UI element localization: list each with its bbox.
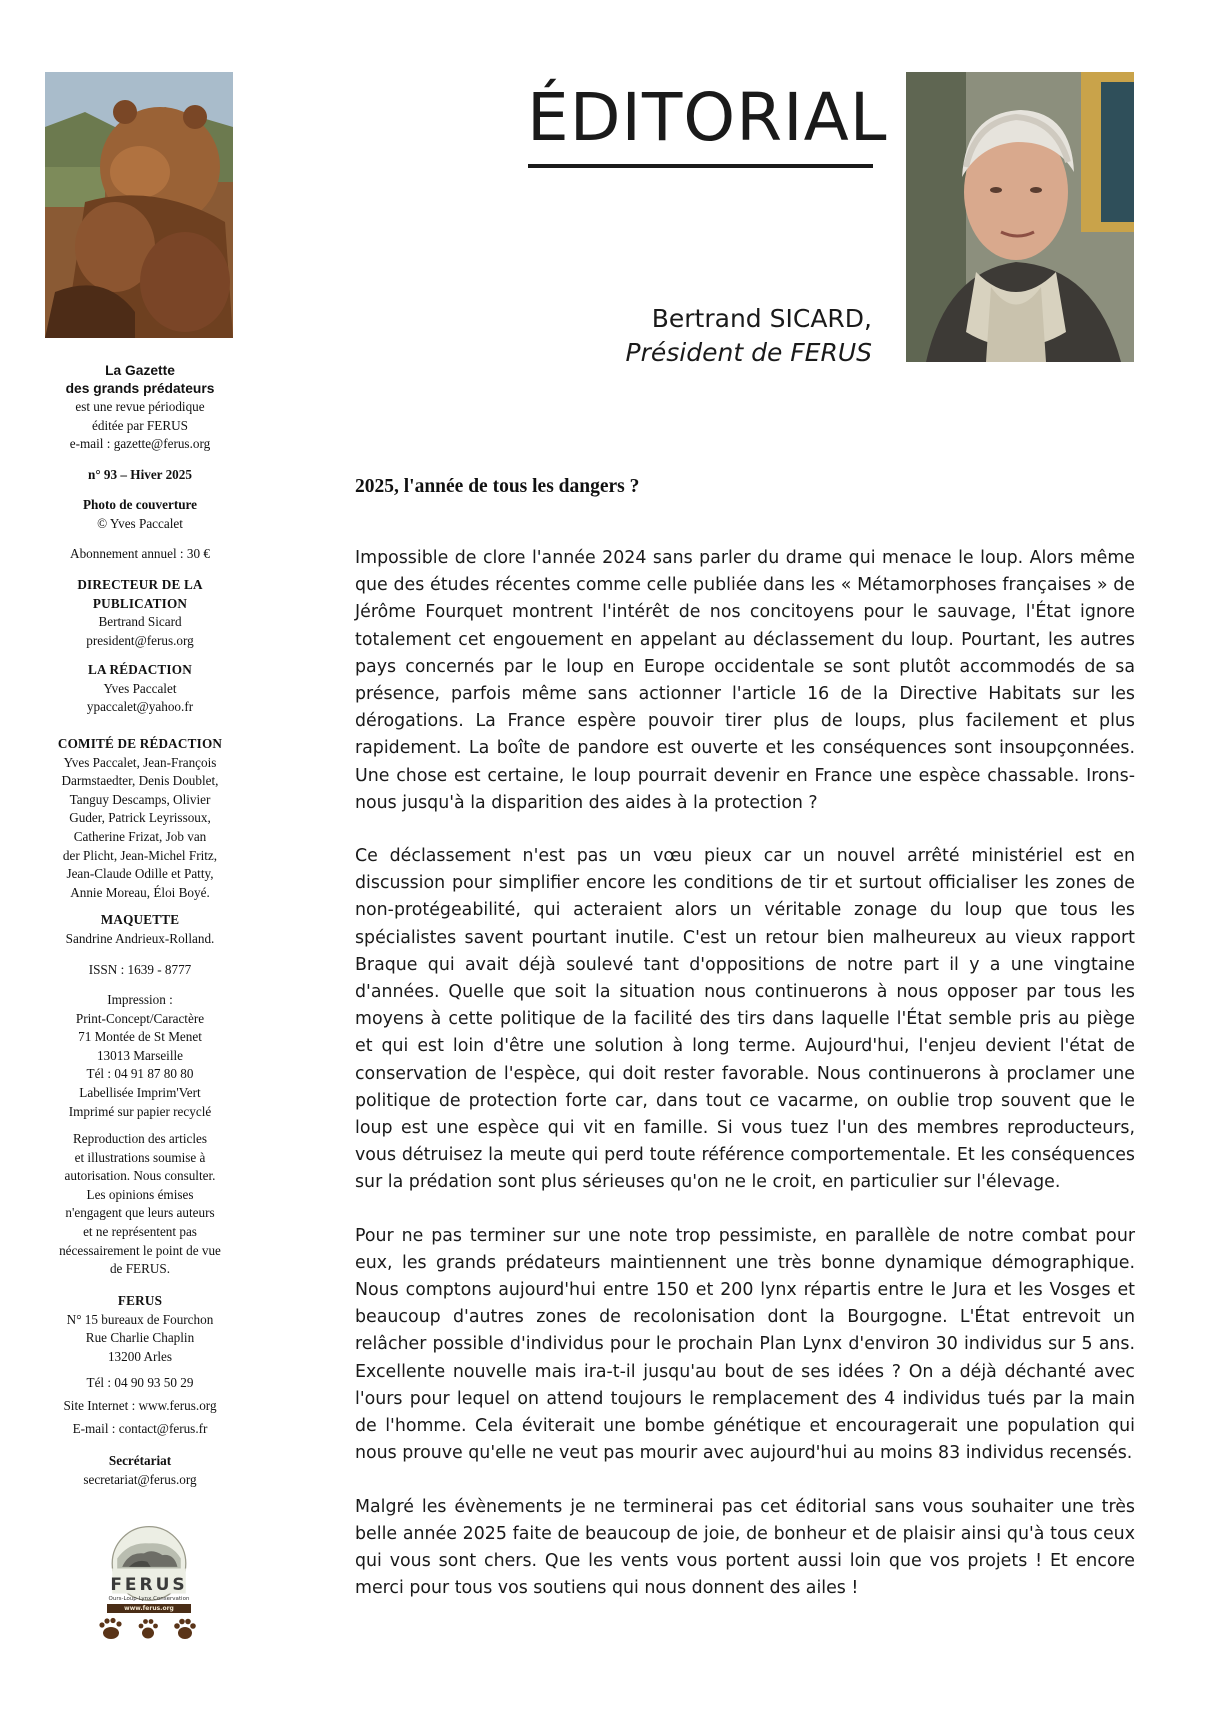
author-role: Président de FERUS xyxy=(625,338,872,367)
ferus-logo-name: FERUS xyxy=(110,1575,188,1595)
author-portrait xyxy=(906,72,1134,362)
redaction-name: Yves Paccalet xyxy=(103,680,177,696)
cover-photo-bear-sculpture xyxy=(45,72,233,338)
issn: ISSN : 1639 - 8777 xyxy=(88,962,192,977)
reproduction-notice xyxy=(40,1130,240,1279)
secretariat-label: Secrétariat xyxy=(108,1453,172,1468)
reproduction-line: et ne représentent pas xyxy=(83,1223,197,1239)
committee-line: der Plicht, Jean-Michel Fritz, xyxy=(62,847,218,863)
gazette-masthead xyxy=(40,362,240,454)
ferus-address-line: N° 15 bureaux de Fourchon xyxy=(66,1311,214,1327)
redaction-email: ypaccalet@yahoo.fr xyxy=(86,699,194,715)
ferus-section xyxy=(40,1292,240,1366)
printing-line: Labellisée Imprim'Vert xyxy=(79,1084,201,1100)
reproduction-line: n'engagent que leurs auteurs xyxy=(65,1205,215,1221)
gazette-title-line2: des grands prédateurs xyxy=(65,381,215,396)
title-underline xyxy=(528,164,873,168)
printing-line: Imprimé sur papier recyclé xyxy=(68,1103,212,1119)
committee-line: Darmstaedter, Denis Doublet, xyxy=(61,773,219,789)
article-paragraph: Malgré les évènements je ne terminerai pas cet éditorial sans vous souhaiter une très belle année 2025 faite de beaucoup de joie, de bonheur et de plaisir ainsi qu'à tous ceux qui vous sont chers. Que les vents vous portent aussi loin que vos projets ! Et encore merci pour tous vos soutiens qui nous donnent des ailes ! xyxy=(355,1496,1135,1599)
ferus-address-line: 13200 Arles xyxy=(107,1348,173,1364)
secretariat-section xyxy=(40,1452,240,1489)
redaction-label: LA RÉDACTION xyxy=(88,662,192,677)
layout-section xyxy=(40,911,240,948)
printing-line: 13013 Marseille xyxy=(96,1047,184,1063)
reproduction-line: autorisation. Nous consulter. xyxy=(64,1168,216,1184)
ferus-address-line: Rue Charlie Chaplin xyxy=(85,1330,195,1346)
printing-line: Tél : 04 91 87 80 80 xyxy=(86,1066,194,1082)
printing-section xyxy=(40,991,240,1121)
ferus-contact-email: E-mail : contact@ferus.fr xyxy=(72,1421,208,1436)
article-paragraph: Ce déclassement n'est pas un vœu pieux car un nouvel arrêté ministériel est en discussion pour simplifier encore les conditions de tir et surtout officialiser les zones de non-protégeabilité, qui acteraient alors un véritable zonage du loup que tous les spécialistes savent pourtant inutile. C'est un retour bien malheureux au vieux rapport Braque qui avait déjà soulevé tant d'oppositions de notre part il y a une vingtaine d'années. Quelle que soit la situation nous continuerons à nous opposer par tous les moyens à cette politique de la facilité des tirs dans laquelle l'État semble pris au piège et qui est loin d'être une solution à long terme. Aujourd'hui, l'enjeu devient l'état de conservation de l'espèce, qui doit rester favorable. Nous continuerons à proclamer une politique de protection forte car, dans tout ce vacarme, on oublie trop souvent que le loup est une espèce qui vit en famille. Si vous tuez l'un des membres reproducteurs, vous détruisez la meute qui perd toute référence comportementale. Et les conséquences sur la prédation sont plus sérieuses qu'on ne le croit, en particulier sur l'élevage. xyxy=(355,846,1135,1193)
author-name: Bertrand SICARD, xyxy=(651,304,872,333)
gazette-email: e-mail : gazette@ferus.org xyxy=(69,436,211,452)
layout-label: MAQUETTE xyxy=(100,912,180,927)
committee-label: COMITÉ DE RÉDACTION xyxy=(57,736,223,751)
reproduction-line: de FERUS. xyxy=(109,1261,171,1277)
director-label-line2: PUBLICATION xyxy=(92,595,188,611)
printing-line: 71 Montée de St Menet xyxy=(78,1029,202,1045)
paw-prints xyxy=(98,1617,198,1643)
article-body xyxy=(355,545,1135,1628)
bear-paw-icon xyxy=(98,1617,124,1641)
article-paragraph: Pour ne pas terminer sur une note trop pessimiste, en parallèle de notre combat pour eux, les grands prédateurs maintiennent une très bonne dynamique démographique. Nous comptons aujourd'hui entre 150 et 200 lynx répartis entre le Jura et les Vosges et beaucoup d'autres zones de recolonisation dont la Bourgogne. L'État entrevoit un relâcher possible d'individus pour le prochain Plan Lynx d'environ 30 individus sur 5 ans. Excellente nouvelle mais ira-t-il jusqu'au bout de ses idées ? On a déjà déchanté avec l'ours pour lequel on attend toujours le remplacement des 4 individus tués par la main de l'homme. Cela éviterait une bombe génétique et encouragerait une population qui nous prouve qu'elle ne veut pas mourir avec aujourd'hui au moins 83 individus recensés. xyxy=(355,1225,1135,1464)
director-label-line1: DIRECTEUR DE LA xyxy=(77,577,203,592)
ferus-logo-url: www.ferus.org xyxy=(107,1604,191,1613)
committee-line: Annie Moreau, Éloi Boyé. xyxy=(70,884,210,900)
lynx-paw-icon xyxy=(172,1617,198,1641)
printing-line: Print-Concept/Caractère xyxy=(75,1010,205,1026)
director-name: Bertrand Sicard xyxy=(98,614,182,630)
cover-credit xyxy=(40,496,240,533)
subscription-price: Abonnement annuel : 30 € xyxy=(70,546,210,561)
issue-number: n° 93 – Hiver 2025 xyxy=(88,467,192,482)
director-email: president@ferus.org xyxy=(86,632,194,648)
ferus-logo-subtitle: Ours-Loup-Lynx Conservation xyxy=(108,1596,190,1602)
committee-line: Guder, Patrick Leyrissoux, xyxy=(69,810,211,826)
printing-line: Impression : xyxy=(107,992,173,1007)
page-title: ÉDITORIAL xyxy=(527,79,888,156)
gazette-title-line1: La Gazette xyxy=(105,363,175,378)
reproduction-line: Reproduction des articles xyxy=(72,1131,208,1146)
committee-line: Tanguy Descamps, Olivier xyxy=(69,791,211,807)
layout-name: Sandrine Andrieux-Rolland. xyxy=(65,930,215,946)
cover-credit-name: © Yves Paccalet xyxy=(97,515,183,531)
ferus-phone: Tél : 04 90 93 50 29 xyxy=(86,1375,194,1390)
article-paragraph: Impossible de clore l'année 2024 sans parler du drame qui menace le loup. Alors même que des études récentes comme celle publiée dans les « Métamorphoses françaises » de Jérôme Fourquet montrent l'intérêt de nos concitoyens pour le sauvage, l'État ignore totalement cet engouement en appelant au déclassement du loup. Pourtant, les autres pays concernés par le loup en Europe occidentale se sont plutôt accommodés de sa présence, parfois même sans actionner l'article 16 de la Directive Habitats sur les dérogations. La France espère pouvoir tirer plus de loups, plus facilement et plus rapidement. La boîte de pandore est ouverte et les conséquences sont insoupçonnées. Une chose est certaine, le loup pourrait devenir en France une espèce chassable. Irons-nous jusqu'à la disparition des aides à la protection ? xyxy=(355,548,1135,813)
committee-line: Jean-Claude Odille et Patty, xyxy=(66,866,214,882)
ferus-website: Site Internet : www.ferus.org xyxy=(63,1398,217,1413)
reproduction-line: et illustrations soumise à xyxy=(74,1149,206,1165)
committee-line: Catherine Frizat, Job van xyxy=(73,828,207,844)
ferus-label: FERUS xyxy=(117,1293,163,1308)
reproduction-line: Les opinions émises xyxy=(86,1186,194,1202)
intro-line1: est une revue périodique xyxy=(75,399,205,414)
committee-section xyxy=(40,735,240,902)
committee-line: Yves Paccalet, Jean-François xyxy=(63,754,217,770)
intro-line2: éditée par FERUS xyxy=(92,417,188,433)
reproduction-line: nécessairement le point de vue xyxy=(59,1242,221,1258)
cover-credit-label: Photo de couverture xyxy=(82,497,198,512)
wolf-paw-icon xyxy=(135,1617,161,1641)
director-section xyxy=(40,576,240,650)
secretariat-email: secretariat@ferus.org xyxy=(83,1471,197,1487)
article-headline: 2025, l'année de tous les dangers ? xyxy=(355,476,640,497)
redaction-section xyxy=(40,661,240,717)
